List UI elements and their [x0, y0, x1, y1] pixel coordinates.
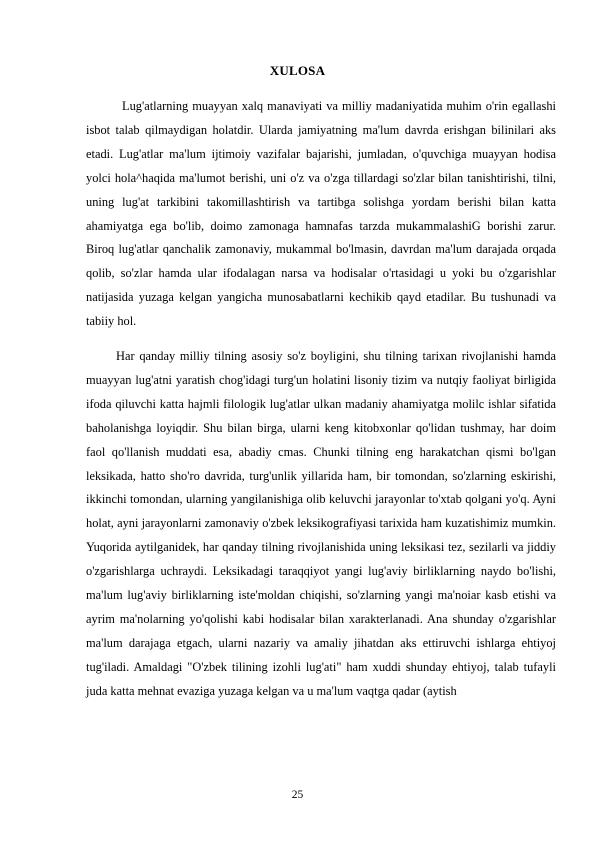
paragraph-2: Har qanday milliy tilning asosiy so'z boyligini, shu tilning tarixan rivojlanishi hamda muayyan lug'atni yaratish chog'idagi turg'un holatini lisoniy tizim va nutqiy faoliyat birligida ifoda qiluvchi katta hajmli filologik lug'atlar ulkan madaniy ahamiyatga molilc ishlar sifatida baholanishga loyiqdir. Shu bilan birga, ularni keng kitobxonlar qo'lidan tushmay, har doim faol qo'llanish muddati esa, abadiy cmas. Chunki tilning eng harakatchan qismi bo'lgan leksikada, hatto sho'ro davrida, turg'unlik yillarida ham, bir tomondan, so'zlarning eskirishi, ikkinchi tomondan, ularning yangilanishiga olib keluvchi jarayonlar to'xtab qolgani yo'q. Ayni holat, ayni jarayonlarni zamonaviy o'zbek leksikografiyasi tarixida ham kuzatishimiz mumkin. Yuqorida aytilganidek, har qanday tilning rivojlanishida uning leksikasi tez, sezilarli va jiddiy o'zgarishlarga uchraydi. Leksikadagi taraqqiyot yangi lug'aviy birliklarning naydo bo'lishi, ma'lum lug'aviy birliklarning iste'moldan chiqishi, so'zlarning yangi ma'noiar kasb etishi va ayrim ma'nolarning yo'qolishi kabi hodisalar bilan xarakterlanadi. Ana shunday o'zgarishlar ma'lum darajaga etgach, ularni nazariy va amaliy jihatdan aks ettiruvchi ishlarga ehtiyoj tug'iladi. Amaldagi "O'zbek tilining izohli lug'ati" ham xuddi shunday ehtiyoj, talab tufayli juda katta mehnat evaziga yuzaga kelgan va u ma'lum vaqtga qadar (aytish [86, 349, 556, 698]
paragraph-1: Lug'atlarning muayyan xalq manaviyati va milliy madaniyatida muhim o'rin egallashi isbot talab qilmaydigan holatdir. Ularda jamiyatning ma'lum davrda erishgan bilinilari aks etadi. Lug'atlar ma'lum ijtimoiy vazifalar bajarishi, jumladan, o'quvchiga muayyan hodisa yolci hola^haqida ma'lumot berishi, uni o'z va o'zga tillardagi so'zlar bilan tanishtirishi, tilni, uning lug'at tarkibini takomillashtirish va tartibga solishga yordam berishi bilan katta ahamiyatga ega bo'lib, doimo zamonaga hamnafas tarzda mukammalashiG borishi zarur. Biroq lug'atlar qanchalik zamonaviy, mukammal bo'lmasin, davrdan ma'lum darajada orqada qolib, so'zlar hamda ular ifodalagan narsa va hodisalar o'rtasidagi u yoki bu o'zgarishlar natijasida yuzaga kelgan yangicha munosabatlarni kechikib qayd etadilar. Bu tushunadi va tabiiy hol. [86, 99, 556, 329]
paragraph-2-block [86, 345, 556, 704]
page-number: 25 [291, 789, 304, 801]
paragraph-1-block [86, 95, 556, 334]
page-title: XULOSA [269, 63, 326, 78]
